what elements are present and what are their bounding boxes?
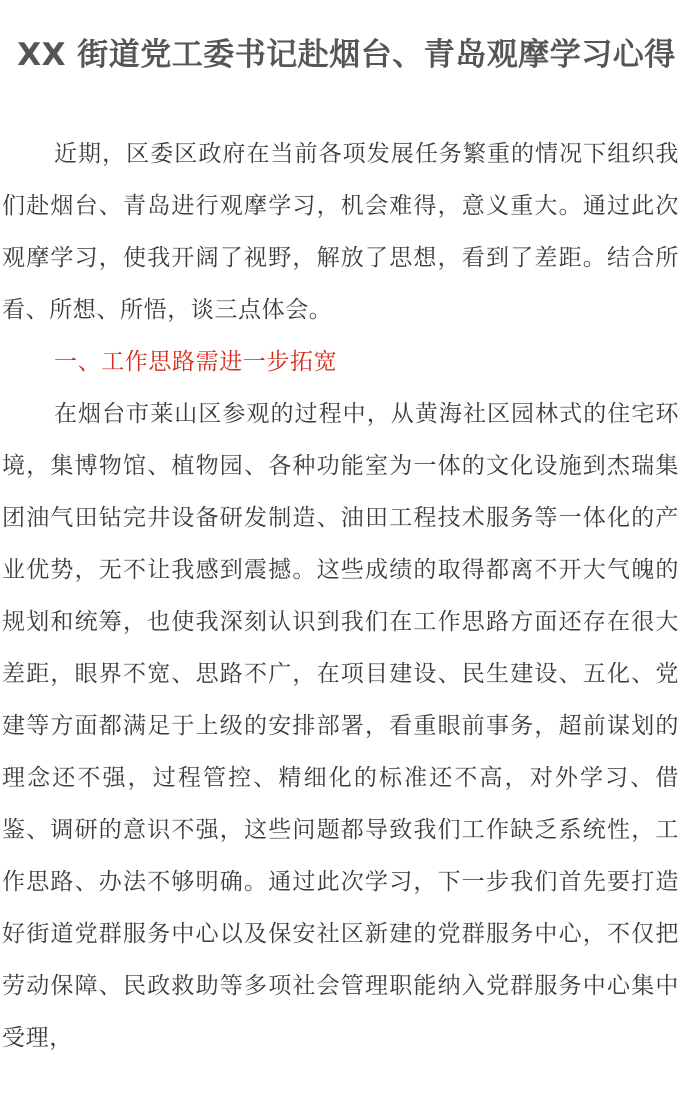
section-paragraph: 在烟台市莱山区参观的过程中，从黄海社区园林式的住宅环境，集博物馆、植物园、各种功能室为一体的文化设施到杰瑞集团油气田钻完井设备研发制造、油田工程技术服务等一体化的产业优势，无不让我感到震撼。这些成绩的取得都离不开大气魄的规划和统筹，也使我深刻认识到我们在工作思路方面还存在很大差距，眼界不宽、思路不广，在项目建设、民生建设、五化、党建等方面都满足于上级的安排部署，看重眼前事务，超前谋划的理念还不强，过程管控、精细化的标准还不高，对外学习、借鉴、调研的意识不强，这些问题都导致我们工作缺乏系统性，工作思路、办法不够明确。通过此次学习，下一步我们首先要打造好街道党群服务中心以及保安社区新建的党群服务中心，不仅把劳动保障、民政救助等多项社会管理职能纳入党群服务中心集中受理，: [2, 401, 679, 1051]
document-title: XX 街道党工委书记赴烟台、青岛观摩学习心得: [17, 37, 676, 73]
intro-paragraph: 近期，区委区政府在当前各项发展任务繁重的情况下组织我们赴烟台、青岛进行观摩学习，机会难得，意义重大。通过此次观摩学习，使我开阔了视野，解放了思想，看到了差距。结合所看、所想、所悟，谈三点体会。: [2, 141, 679, 323]
section-heading: 一、工作思路需进一步拓宽: [54, 349, 338, 375]
document-body: [0, 128, 693, 1064]
